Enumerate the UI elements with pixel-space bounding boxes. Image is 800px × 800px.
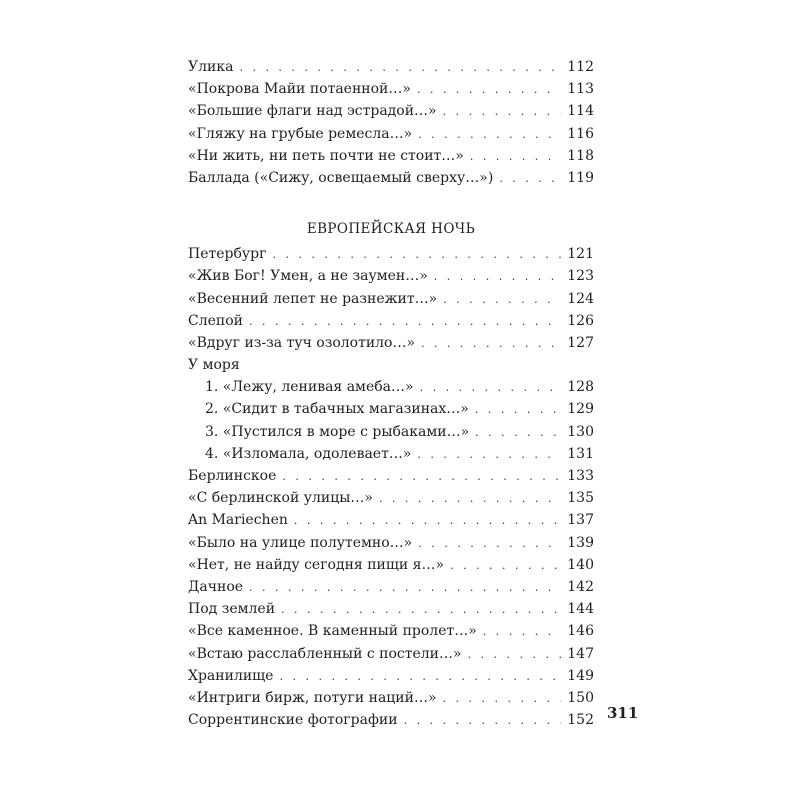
toc-entry bbox=[188, 643, 594, 665]
dot-leader bbox=[483, 621, 561, 642]
toc-entry bbox=[188, 100, 594, 122]
toc-entry bbox=[188, 509, 594, 531]
cycle-title-text: У моря bbox=[188, 357, 240, 374]
toc-entry-title: «Было на улице полутемно…» bbox=[188, 534, 413, 551]
toc-entry-page: 113 bbox=[567, 81, 594, 98]
toc-entry bbox=[188, 687, 594, 709]
dot-leader bbox=[443, 101, 562, 122]
dot-leader bbox=[443, 688, 562, 709]
toc-entry-page: 129 bbox=[567, 401, 594, 418]
toc-subentry bbox=[188, 398, 594, 420]
dot-leader bbox=[281, 599, 561, 620]
toc-entry-title: Под землей bbox=[188, 601, 276, 618]
toc-entry-page: 139 bbox=[567, 534, 594, 551]
toc-entry-title: 3. «Пустился в море с рыбаками…» bbox=[205, 423, 470, 440]
toc-entry-title: 2. «Сидит в табачных магазинах…» bbox=[205, 401, 469, 418]
toc-entry-title: Дачное bbox=[188, 578, 244, 595]
toc-entry bbox=[188, 665, 594, 687]
toc-entry-title: Баллада («Сижу, освещаемый сверху…») bbox=[188, 169, 494, 186]
dot-leader bbox=[239, 57, 561, 78]
toc-entry bbox=[188, 78, 594, 100]
toc-entry-title: An Mariechen bbox=[188, 512, 288, 529]
dot-leader bbox=[279, 666, 561, 687]
toc-entry bbox=[188, 487, 594, 509]
toc-entry-title: Петербург bbox=[188, 246, 267, 263]
toc-entry-page: 118 bbox=[567, 147, 594, 164]
toc-entry-title: «Жив Бог! Умен, а не заумен…» bbox=[188, 268, 428, 285]
toc-entry bbox=[188, 243, 594, 265]
toc-entry-page: 146 bbox=[567, 623, 594, 640]
dot-leader bbox=[249, 577, 561, 598]
dot-leader bbox=[417, 444, 561, 465]
toc-entry-page: 140 bbox=[567, 556, 594, 573]
dot-leader bbox=[470, 146, 561, 167]
toc-entry bbox=[188, 265, 594, 287]
toc-entry bbox=[188, 532, 594, 554]
toc-entry-page: 127 bbox=[567, 334, 594, 351]
dot-leader bbox=[450, 555, 561, 576]
toc-entry bbox=[188, 598, 594, 620]
toc-entry bbox=[188, 145, 594, 167]
dot-leader bbox=[249, 311, 561, 332]
toc-entry-page: 142 bbox=[567, 578, 594, 595]
dot-leader bbox=[499, 168, 561, 189]
toc-entry-page: 131 bbox=[567, 445, 594, 462]
toc-entry bbox=[188, 310, 594, 332]
dot-leader bbox=[418, 533, 561, 554]
toc-entry bbox=[188, 56, 594, 78]
toc-entry-title: «С берлинской улицы…» bbox=[188, 490, 373, 507]
toc-entry-title: 4. «Изломала, одолевает…» bbox=[205, 445, 412, 462]
toc-entry-title: «Все каменное. В каменный пролет…» bbox=[188, 623, 477, 640]
section-spacer bbox=[188, 189, 594, 217]
dot-leader bbox=[443, 289, 561, 310]
dot-leader bbox=[420, 377, 562, 398]
toc-entry-title: «Интриги бирж, потуги наций…» bbox=[188, 689, 437, 706]
cycle-title bbox=[188, 354, 594, 376]
dot-leader bbox=[282, 466, 561, 487]
toc-entry bbox=[188, 554, 594, 576]
section-heading: ЕВРОПЕЙСКАЯ НОЧЬ bbox=[306, 221, 476, 238]
toc-entry-title: «Встаю расслабленный с постели…» bbox=[188, 645, 462, 662]
table-of-contents bbox=[188, 56, 594, 731]
toc-entry-page: 123 bbox=[567, 268, 594, 285]
toc-entry-page: 126 bbox=[567, 312, 594, 329]
toc-entry-title: «Ни жить, ни петь почти не стоит…» bbox=[188, 147, 464, 164]
page-number: 311 bbox=[607, 704, 639, 722]
toc-subentry bbox=[188, 443, 594, 465]
toc-entry-title: Соррентинские фотографии bbox=[188, 712, 398, 729]
dot-leader bbox=[272, 244, 561, 265]
toc-subentry bbox=[188, 376, 594, 398]
toc-entry-title: 1. «Лежу, ленивая амеба…» bbox=[205, 379, 414, 396]
dot-leader bbox=[294, 510, 561, 531]
toc-entry-page: 121 bbox=[567, 246, 594, 263]
toc-entry bbox=[188, 123, 594, 145]
dot-leader bbox=[418, 124, 561, 145]
toc-entry-title: Берлинское bbox=[188, 468, 277, 484]
toc-entry-title: «Покрова Майи потаенной…» bbox=[188, 81, 411, 98]
dot-leader bbox=[475, 399, 561, 420]
toc-entry-page: 112 bbox=[567, 59, 594, 75]
toc-entry-title: Слепой bbox=[188, 312, 243, 329]
toc-entry-title: «Нет, не найду сегодня пищи я…» bbox=[188, 556, 445, 573]
toc-subentry bbox=[188, 421, 594, 443]
toc-entry bbox=[188, 620, 594, 642]
toc-entry-page: 152 bbox=[567, 712, 594, 729]
toc-entry-page: 114 bbox=[567, 103, 594, 120]
dot-leader bbox=[379, 488, 561, 509]
toc-entry-title: «Гляжу на грубые ремесла…» bbox=[188, 125, 413, 142]
toc-entry bbox=[188, 332, 594, 354]
toc-entry-title: Улика bbox=[188, 59, 234, 75]
toc-entry bbox=[188, 709, 594, 731]
toc-entry-title: «Весенний лепет не разнежит…» bbox=[188, 290, 438, 307]
toc-entry-page: 150 bbox=[567, 689, 594, 706]
dot-leader bbox=[468, 644, 562, 665]
toc-entry-page: 128 bbox=[567, 379, 594, 396]
toc-entry-page: 147 bbox=[567, 645, 594, 662]
dot-leader bbox=[404, 710, 562, 731]
toc-entry-title: «Вдруг из-за туч озолотило…» bbox=[188, 334, 416, 351]
toc-entry bbox=[188, 288, 594, 310]
dot-leader bbox=[475, 422, 561, 443]
toc-entry-page: 116 bbox=[567, 125, 594, 142]
dot-leader bbox=[417, 79, 561, 100]
dot-leader bbox=[434, 266, 562, 287]
toc-entry-page: 119 bbox=[567, 169, 594, 186]
toc-entry bbox=[188, 576, 594, 598]
toc-entry bbox=[188, 167, 594, 189]
toc-entry-page: 137 bbox=[567, 512, 594, 529]
dot-leader bbox=[421, 333, 561, 354]
toc-entry-page: 124 bbox=[567, 290, 594, 307]
toc-entry bbox=[188, 465, 594, 487]
toc-entry-title: «Большие флаги над эстрадой…» bbox=[188, 103, 437, 120]
toc-entry-page: 144 bbox=[567, 601, 594, 618]
toc-entry-page: 130 bbox=[567, 423, 594, 440]
toc-entry-page: 149 bbox=[567, 667, 594, 684]
toc-entry-page: 133 bbox=[567, 468, 594, 484]
toc-entry-page: 135 bbox=[567, 490, 594, 507]
toc-entry-title: Хранилище bbox=[188, 667, 274, 684]
